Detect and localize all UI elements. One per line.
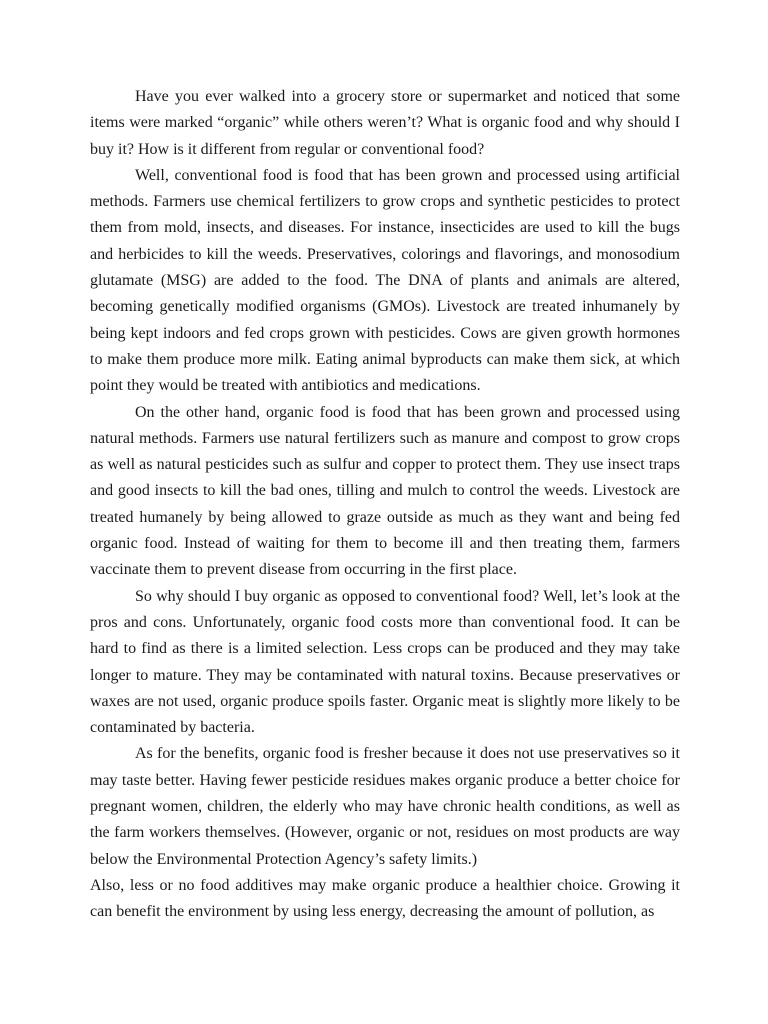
paragraph-intro-question: Have you ever walked into a grocery store or supermarket and noticed that some items were marked “organic” while others weren’t? What is organic food and why should I buy it? How is it different from regular or conventional food? <box>90 88 680 158</box>
paragraph-pros-and-cons: So why should I buy organic as opposed to conventional food? Well, let’s look at the pros and cons. Unfortunately, organic food costs more than conventional food. It can be hard to find as there is a limited selection. Less crops can be produced and they may take longer to mature. They may be contaminated with natural toxins. Because preservatives or waxes are not used, organic produce spoils faster. Organic meat is slightly more likely to be contaminated by bacteria. <box>90 587 680 737</box>
paragraph-conventional-food: Well, conventional food is food that has been grown and processed using artificial methods. Farmers use chemical fertilizers to grow crops and synthetic pesticides to protect them from mold, insects, and diseases. For instance, insecticides are used to kill the bugs and herbicides to kill the weeds. Preservatives, colorings and flavorings, and monosodium glutamate (MSG) are added to the food. The DNA of plants and animals are altered, becoming genetically modified organisms (GMOs). Livestock are treated inhumanely by being kept indoors and fed crops grown with pesticides. Cows are given growth hormones to make them produce more milk. Eating animal byproducts can make them sick, at which point they would be treated with antibiotics and medications. <box>90 166 680 395</box>
document-body <box>90 84 680 1018</box>
paragraph-organic-food: On the other hand, organic food is food that has been grown and processed using natural methods. Farmers use natural fertilizers such as manure and compost to grow crops as well as natural pesticides such as sulfur and copper to protect them. They use insect traps and good insects to kill the bad ones, tilling and mulch to control the weeds. Livestock are treated humanely by being allowed to graze outside as much as they want and being fed organic food. Instead of waiting for them to become ill and then treating them, farmers vaccinate them to prevent disease from occurring in the first place. <box>90 403 680 579</box>
paragraph-benefits: As for the benefits, organic food is fresher because it does not use preservatives so it may taste better. Having fewer pesticide residues makes organic produce a better choice for pregnant women, children, the elderly who may have chronic health conditions, as well as the farm workers themselves. (However, organic or not, residues on most products are way below the Environmental Protection Agency’s safety limits.) <box>90 745 680 868</box>
paragraph-additives-environment: Also, less or no food additives may make organic produce a healthier choice. Growing it can benefit the environment by using less energy, decreasing the amount of pollution, as <box>90 876 680 921</box>
